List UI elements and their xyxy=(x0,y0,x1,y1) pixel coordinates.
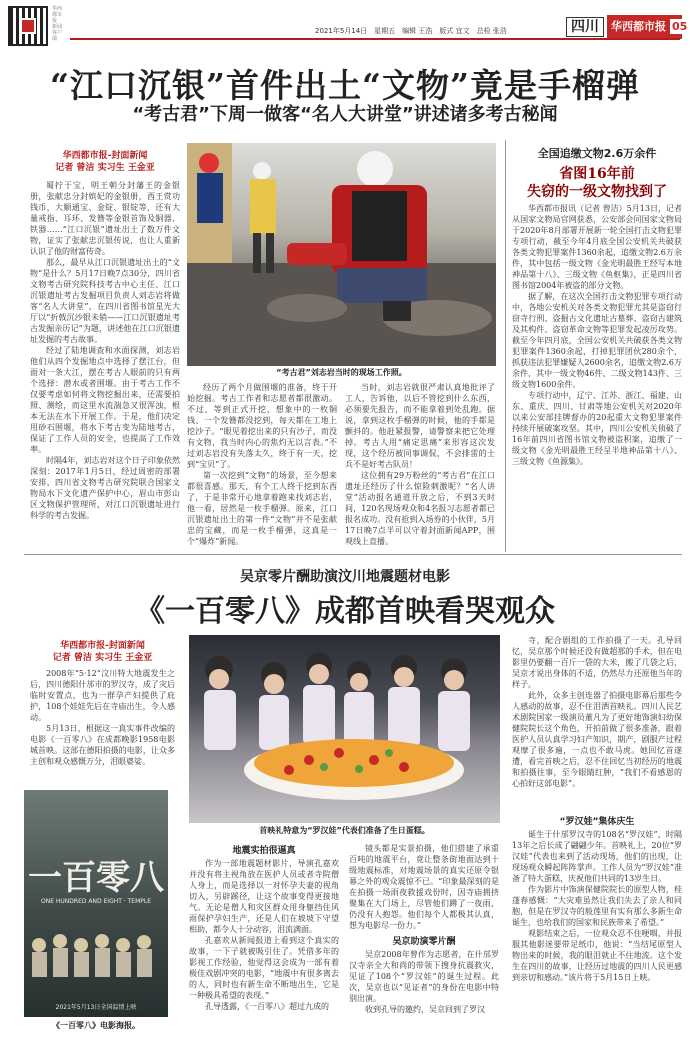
premiere-photo xyxy=(189,635,500,823)
byline-outlet: 华西都市报-封面新闻 xyxy=(62,151,148,161)
film-column-3 xyxy=(512,635,682,811)
film-column-3b xyxy=(512,829,682,1046)
premiere-photo-caption: 首映礼特意为“罗汉娃”代表们准备了生日蛋糕。 xyxy=(259,826,430,835)
film-headline: 《一百零八》成都首映看哭观众 xyxy=(135,594,555,629)
paragraph: 镜头都是实景拍摄，他们搭建了承重百吨的地震平台，竟让整条街地面达到十级地震标准，对地震场景的真实还原令银幕之外的观众震惊不已。“印象最深刻的是在拍摄一场雨夜救援戏份时，因寺庙拥挤聚集在大门场上，尽管他们蹲了一夜雨，仍没有人抱怨。他们每个人都极其认真，想为电影尽一份力。” xyxy=(349,844,499,930)
lead-photo xyxy=(187,143,496,366)
paragraph: 5月13日，根据这一真实事件改编的电影《一百零八》在成都晚影1958电影城首映。这部在德阳拍摄的电影，让众多主创和观众感慨万分，泪眼婆娑。 xyxy=(30,724,175,766)
film-poster xyxy=(24,790,168,1017)
paragraph: 据了解，在这次全国打击文物犯罪专项行动中，各地公安机关对各类文物犯罪尤其是盗窃行窃寺行刑、盗掘古文化遗址古墓葬、盗窃古建筑及其构件、盗窃革命文物等犯罪发起凌厉攻势。截至今年四月底，全国公安机关共破获各类文物犯罪案件1360余起，打掉犯罪团伙280余个，抓获违法犯罪嫌疑人2600余名，追缴文物2.6万余件，其中一级文物46件、二级文物143件、三级文物1600余件。 xyxy=(512,292,682,389)
qr-logo-icon xyxy=(20,18,36,34)
paragraph: 华西都市报讯（记者 曾洁）5月13日，记者从国家文物局官网获悉，公安部会同国家文物局于2020年8月部署开展新一轮全国打击文物犯罪专项行动，截至今年4月底全国公安机关共破获各类文物犯罪案件1360余起，追缴文物2.6万余件，其中包括一级文物《金光明最胜王经写本地神品第十八》、三级文物《鱼枢集》，正是四川省图书馆2004年被盗的部分文物。 xyxy=(512,204,682,290)
paragraph: 经历了两个月做围堰的准备，终于开始挖掘。考古工作者和志愿者都很激动。不过，等到正式开挖，想象中的一枚铜钱、一个发簪都没挖到，每天都在工地上挖沙子。“眼见着挖出来的只有沙子，而没有文物，我当时内心的焦灼无以言表。”不过刘志岩没有失落太久，终于有一天，挖到“宝贝”了。 xyxy=(187,383,337,469)
film-column-2b xyxy=(349,949,499,1046)
film-column-2 xyxy=(349,843,499,931)
paragraph: 第一次挖到“文物”的场景，至今想来都很喜感。那天，有个工人终于挖到东西了，于是非常开心地拿着跑来找刘志岩，他一看，居然是一枚手榴弹。原来，江口沉银遗址出土的第一件“文物”并不是张献忠的宝藏，而是一枚手榴弹，这真是一个“爆炸”新闻。 xyxy=(187,471,337,546)
poster-title: 一百零八 xyxy=(28,858,164,898)
paragraph: 孔嘉欢从新闻报道上看到这个真实的故事，一下子就被吸引住了。凭借多年的影视工作经验，他觉得这会成为一部有着极佳戏剧冲突的电影，“地震中有很多离去的人，同时也有新生命不断地出生，它是一种极具希望的表现。” xyxy=(189,936,339,1000)
lead-subheadline: “考古君”下周一做客“名人大讲堂”讲述诸多考古秘闻 xyxy=(132,104,558,125)
paragraph: 吴京2008年曾作为志愿者，在什邡罗汉寺亲全大和尚的带领下搜身抗震救灾，见证了108个“罗汉娃”的诞生过程。此次，吴京也以“见证者”的身份在电影中特别出演。 xyxy=(349,950,499,1003)
film-byline xyxy=(30,640,175,664)
brand-name: 华西都市报 xyxy=(611,20,666,33)
lead-column-3 xyxy=(345,382,495,547)
sidebar-divider xyxy=(505,140,506,552)
paragraph: 经过了陆地调查和水面探测，刘志岩他们从四个发掘地点中选择了摆江台，但面对一条大江，摆在考古人眼前的只有两个选择：潜水或者围堰。由于考古工作不仅要考虑如何将文物挖掘出来，还需要拍照、测绘，而这里水流湍急又很浑浊，根本无法在水下开展工作。于是，他们决定用砂石围堰，将水下考古变为陆地考古，保证了工作人员的安全，也提高了工作效率。 xyxy=(30,346,180,454)
lead-headline: “江口沉银”首件出土“文物”竟是手榴弹 xyxy=(50,66,640,105)
film-subhead-3: “罗汉娃”集体庆生 xyxy=(559,817,635,827)
paragraph: 寺，配合剧组的工作拍摄了一天。孔导回忆，吴京那个时候还没有做超那的手术，但在电影里仍要翻一百斤一袋的大米，搬了几袋之后，吴京才说出身体的不适，仍然尽力还原他当年的样子。 xyxy=(512,636,682,689)
film-subhead-1: 地震实拍很逼真 xyxy=(232,846,296,856)
paragraph: 专项行动中，辽宁、江苏、浙江、福建、山东、重庆、四川、甘肃等地公安机关对2020年以来公安部挂牌督办的20起重大文物犯罪案件持续开展破案攻坚。其中，四川公安机关侦破了16年前四川省图书馆文物被盗积案，追缴了一级文物《金光明最胜王经呈半地神品第十八》、三级文物《鱼源集》。 xyxy=(512,391,682,466)
paragraph: 这位拥有29万粉丝的“考古君”在江口遗址还经历了什么惊险刺激呢？“名人讲堂”活动报名通道开放之后，不到3天时间，120名现场观众和4名报习志愿者都已报名成功。没有抢到入场券的小伙伴，5月17日晚7点半可以守着封面新闻APP，围观线上直播。 xyxy=(345,471,495,546)
masthead-vertical-text: 华西都市报 新闻客户端 xyxy=(52,6,63,42)
section-label: 四川 xyxy=(566,17,604,37)
sidebar-title-2: 失窃的一级文物找到了 xyxy=(527,184,667,200)
lead-column-1 xyxy=(30,180,180,550)
film-column-1 xyxy=(189,858,339,1046)
byline-outlet: 华西都市报-封面新闻 xyxy=(60,641,145,651)
byline-reporters: 记者 曾洁 实习生 王金亚 xyxy=(52,653,153,663)
paragraph: 那么，最早从江口沉银遗址出土的“文物”是什么？5月17日晚7点30分，四川省文物考古研究院科技考古中心主任、江口沉银遗址考古发掘项目负责人刘志岩将做客“名人大讲堂”，在四川省图书馆星光大厅以“折戟沉沙银未销——江口沉银遗址考古发掘亲历记”为题，讲述他在江口沉银遗址发掘的考古故事。 xyxy=(30,258,180,344)
page-number: 05 xyxy=(672,20,688,33)
poster-english-title: ONE HUNDRED AND EIGHT · TEMPLE xyxy=(40,898,152,905)
byline-reporters: 记者 曾洁 实习生 王金亚 xyxy=(55,163,155,173)
qr-code xyxy=(8,6,48,46)
section-rule xyxy=(24,554,682,555)
paragraph: 观影结束之后，一位观众忍不住哽咽，并报服其他影迷要带足纸巾，他说：“当结尾原型人物出来的时候，我的眼泪就止不住地流。这个发生在四川的故事，让经历过地震的四川人民更感到亲切和感动。”该片将于5月15日上映。 xyxy=(512,929,682,982)
date-line: 2021年5月14日 星期五 编辑 王浩 版式 宜文 总检 张浩 xyxy=(315,27,507,35)
film-subhead-2: 吴京助演零片酬 xyxy=(392,937,456,947)
paragraph: 当时，刘志岩就很严肃认真地批评了工人，告诉他，以后不管挖到什么东西，必须要先报告，而不能拿着到处乱跑。据说，拿到这枚手榴弹的时候，他的手都是颤抖的。他赶紧报警，请警察来把它处理掉。考古人用“痛定思痛”来形容这次发现，这个经历被同事调侃，不会排雷的士兵不是好考古队员！ xyxy=(345,383,495,469)
paragraph: 诞生于什邡罗汉寺的108名“罗汉娃”，时隔13年之后长成了翩翩少年。首映礼上，20位“罗汉娃”代表也来到了活动现场，他们的出现，让现场观众瞬起阵阵掌声。工作人员为“罗汉娃”准备了特大蛋糕，庆祝他们共同的13岁生日。 xyxy=(512,830,682,883)
paragraph: 孔导透露，《一百零八》超过九成的 xyxy=(205,1002,329,1011)
paragraph: 收到孔导的邀约，吴京回到了罗汉 xyxy=(365,1005,485,1014)
lead-byline xyxy=(30,150,180,174)
header-rule xyxy=(70,38,680,40)
poster-caption: 《一百零八》电影海报。 xyxy=(52,1021,140,1030)
brand-logo xyxy=(607,15,688,39)
paragraph: 2008年“5·12”汶川特大地震发生之后，四川德阳什邡市的罗汉寺，成了灾后临时安置点，也为一群孕产妇提供了庇护，108个娃娃先后在寺庙出生，令人感动。 xyxy=(30,669,175,722)
film-kicker: 吴京零片酬助演汶川地震题材电影 xyxy=(240,569,450,585)
poster-release-date: 2021年5月13日全国温情上映 xyxy=(55,1004,137,1011)
sidebar-body xyxy=(512,203,682,548)
sidebar-kicker: 全国追缴文物2.6万余件 xyxy=(537,147,657,160)
paragraph: 时隔4年，刘志岩对这个日子印象依然深刻：2017年1月5日，经过周密的部署安排，四川省文物考古研究院联合国家文物局水下文化遗产保护中心，眉山市彭山区文物保护管理所，对江口沉银遗址进行科学的考古发掘。 xyxy=(30,456,180,520)
paragraph: 作为影片中饰演保健院院长的原型人物，桂蓬春感慨：“大灾难虽然让我们失去了亲人和同胞，但是在罗汉寺的般莲里有实有那么多新生命诞生，也给我们的国家和民族带来了希望。” xyxy=(512,885,682,927)
paragraph: 作为一部地震题材影片，导演孔嘉欢并没有将主视角放在医护人员或者寺院僧人身上，而是选择以一对怀孕夫妻的视角切入，另辟蹊径，让这个故事变得更接地气。无论是僧人和灾区群众用身躯挡住风雨保护孕妇生产，还是人们在坡坡下守望相助，都令人十分动容，泪流满面。 xyxy=(189,859,339,934)
lead-photo-caption: “考古君”刘志岩当时的现场工作照。 xyxy=(276,368,407,377)
lead-column-2 xyxy=(187,382,337,547)
paragraph: 此外，众多主创连器了拍摄电影幕后那些令人感动的故事，忍不住泪洒首映礼。四川人民艺术剧院国家一级演员董凡为了更好地饰演妇幼保健院院长这个角色，开拍前做了很多准备，跟着医护人员认真学习妇产知识，期产，剧服产过程观摩了很多遍，一点也不敢马虎。她回忆首遂遭，看完首映之后，忍不住回忆当初经历的地震和拍摄往事，至今眼睛红肿，“我们不看感恩的心拍好这部电影”。 xyxy=(512,691,682,788)
film-intro xyxy=(30,668,175,783)
sidebar-title-1: 省图16年前 xyxy=(559,166,635,182)
paragraph: 蜀拧于宝，明王朝分封藩王的金银册，张献忠分封嫔妃的金银册，西王赏功钱币，大顺通宝、金锭、银锭等，还有大量戒指、耳环、发簪等金银首饰及铜器、铁器……“江口沉银”遗址出土了数万件文物，证实了张献忠沉银传说，也让人重新认识了他的财富传奇。 xyxy=(30,181,180,256)
